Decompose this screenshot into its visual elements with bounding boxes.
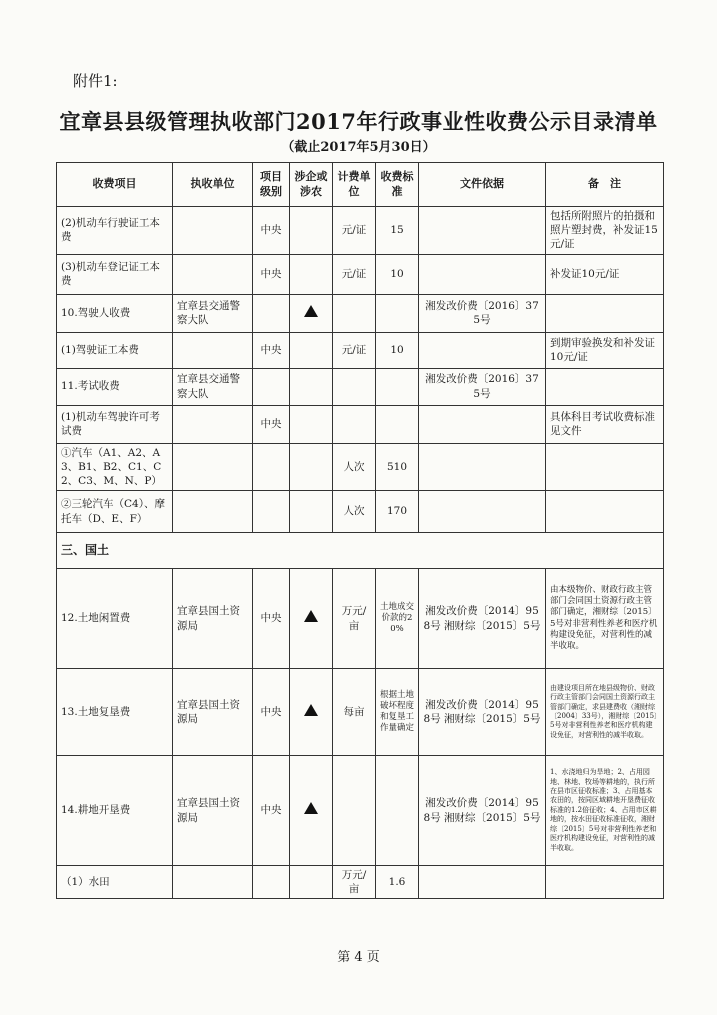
flag-cell (290, 669, 333, 756)
cell-unit (173, 332, 253, 368)
cell-level (253, 866, 290, 899)
cell-std: 根据土地破坏程度和复垦工作量确定 (376, 669, 419, 756)
cell-level: 中央 (253, 669, 290, 756)
cell-note: 1、水浇地归为旱地；2、占用园地、林地、牧场等耕地的，执行所在县市区征收标准；3、占用基本农田的，按同区域耕地开垦费征收标准的1.2倍征收；4、占用市区耕地的，按水田征收标准征收，湘财综〔2015〕5号对非营利性养老和医疗机构建设免征，对营利性的减半收取。 (546, 756, 664, 866)
cell-std: 10 (376, 332, 419, 368)
cell-per: 元/证 (333, 207, 376, 255)
flag-cell (290, 866, 333, 899)
cell-level (253, 368, 290, 405)
cell-per: 每亩 (333, 669, 376, 756)
column-header: 执收单位 (173, 163, 253, 207)
cell-std (376, 368, 419, 405)
flag-cell (290, 294, 333, 332)
table-row (57, 368, 664, 405)
flag-cell (290, 569, 333, 669)
cell-level: 中央 (253, 405, 290, 443)
cell-unit (173, 405, 253, 443)
table-row (57, 207, 664, 255)
cell-level: 中央 (253, 332, 290, 368)
cell-item: 12.土地闲置费 (57, 569, 173, 669)
cell-std: 170 (376, 491, 419, 533)
column-header: 文件依据 (419, 163, 546, 207)
cell-unit (173, 443, 253, 491)
table-row (57, 405, 664, 443)
triangle-icon (304, 305, 318, 317)
cell-note (546, 491, 664, 533)
cell-level (253, 491, 290, 533)
table-row (57, 254, 664, 294)
table-row (57, 569, 664, 669)
cell-std: 15 (376, 207, 419, 255)
cell-doc: 湘发改价费〔2014〕958号 湘财综〔2015〕5号 (419, 669, 546, 756)
cell-level (253, 443, 290, 491)
cell-unit (173, 491, 253, 533)
cell-doc (419, 405, 546, 443)
cell-item: （1）水田 (57, 866, 173, 899)
cell-std (376, 405, 419, 443)
cell-item: ②三轮汽车（C4）、摩托车（D、E、F） (57, 491, 173, 533)
table-row (57, 332, 664, 368)
triangle-icon (304, 802, 318, 814)
table-row (57, 866, 664, 899)
cell-per (333, 368, 376, 405)
triangle-icon (304, 610, 318, 622)
cell-note (546, 368, 664, 405)
cell-doc (419, 443, 546, 491)
cell-note: 补发证10元/证 (546, 254, 664, 294)
cell-note: 具体科目考试收费标准见文件 (546, 405, 664, 443)
cell-level (253, 294, 290, 332)
table-row (57, 669, 664, 756)
attachment-label: 附件1: (73, 72, 118, 90)
cell-note (546, 443, 664, 491)
cell-note (546, 294, 664, 332)
flag-cell (290, 368, 333, 405)
cell-per: 人次 (333, 491, 376, 533)
cell-per (333, 294, 376, 332)
cell-unit: 宜章县国土资源局 (173, 756, 253, 866)
flag-cell (290, 207, 333, 255)
cell-doc: 湘发改价费〔2016〕375号 (419, 294, 546, 332)
cell-doc: 湘发改价费〔2014〕958号 湘财综〔2015〕5号 (419, 756, 546, 866)
cell-per: 元/证 (333, 254, 376, 294)
cell-per (333, 405, 376, 443)
cell-unit (173, 207, 253, 255)
cell-doc (419, 491, 546, 533)
cell-item: 10.驾驶人收费 (57, 294, 173, 332)
flag-cell (290, 756, 333, 866)
cell-note (546, 866, 664, 899)
cell-item: 14.耕地开垦费 (57, 756, 173, 866)
page-number: 第 4 页 (337, 950, 380, 965)
flag-cell (290, 254, 333, 294)
cell-level: 中央 (253, 254, 290, 294)
section-row (57, 533, 664, 569)
cell-item: 11.考试收费 (57, 368, 173, 405)
cell-note: 由本级物价、财政行政主管部门会同国土资源行政主管部门确定，湘财综〔2015〕5号对非营利性养老和医疗机构建设免征，对营利性的减半收取。 (546, 569, 664, 669)
column-header: 收费项目 (57, 163, 173, 207)
cell-std: 1.6 (376, 866, 419, 899)
column-header: 备 注 (546, 163, 664, 207)
cell-item: (1)机动车驾驶许可考试费 (57, 405, 173, 443)
cell-item: 13.土地复垦费 (57, 669, 173, 756)
table-row (57, 443, 664, 491)
cell-item: (3)机动车登记证工本费 (57, 254, 173, 294)
cell-doc (419, 332, 546, 368)
flag-cell (290, 332, 333, 368)
cell-per (333, 756, 376, 866)
cell-unit: 宜章县交通警察大队 (173, 368, 253, 405)
cell-note: 由建设项目所在地县级物价、财政行政主管部门会同国土资源行政主管部门确定，求县建费收（湘财综〔2004〕33号），湘财综〔2015〕5号对非营利性养老和医疗机构建设免征，对营利性的减半收取。 (546, 669, 664, 756)
cell-item: (2)机动车行驶证工本费 (57, 207, 173, 255)
cell-item: (1)驾驶证工本费 (57, 332, 173, 368)
table-row (57, 756, 664, 866)
cell-unit: 宜章县交通警察大队 (173, 294, 253, 332)
cell-per: 人次 (333, 443, 376, 491)
column-header: 涉企或涉农 (290, 163, 333, 207)
flag-cell (290, 405, 333, 443)
table-row (57, 491, 664, 533)
cell-note: 包括所附照片的拍摄和照片塑封费，补发证15元/证 (546, 207, 664, 255)
section-title: 三、国土 (57, 533, 664, 569)
document-title: 宜章县县级管理执收部门2017年行政事业性收费公示目录清单 (59, 109, 658, 134)
table-row (57, 294, 664, 332)
column-header: 收费标准 (376, 163, 419, 207)
cell-std: 土地成交价款的20% (376, 569, 419, 669)
cell-doc: 湘发改价费〔2014〕958号 湘财综〔2015〕5号 (419, 569, 546, 669)
cell-doc (419, 207, 546, 255)
cell-level: 中央 (253, 207, 290, 255)
cell-level: 中央 (253, 756, 290, 866)
cell-std: 510 (376, 443, 419, 491)
cell-per: 元/证 (333, 332, 376, 368)
cell-per: 万元/亩 (333, 866, 376, 899)
cell-unit: 宜章县国土资源局 (173, 569, 253, 669)
cell-unit: 宜章县国土资源局 (173, 669, 253, 756)
table-header-row (57, 163, 664, 207)
cell-item: ①汽车（A1、A2、A3、B1、B2、C1、C2、C3、M、N、P） (57, 443, 173, 491)
cell-note: 到期审验换发和补发证10元/证 (546, 332, 664, 368)
triangle-icon (304, 704, 318, 716)
column-header: 计费单位 (333, 163, 376, 207)
cell-per: 万元/亩 (333, 569, 376, 669)
cell-doc (419, 254, 546, 294)
fee-table (56, 162, 664, 899)
cell-level: 中央 (253, 569, 290, 669)
document-subtitle: （截止2017年5月30日） (281, 140, 436, 155)
cell-doc: 湘发改价费〔2016〕375号 (419, 368, 546, 405)
cell-std (376, 294, 419, 332)
cell-std: 10 (376, 254, 419, 294)
cell-doc (419, 866, 546, 899)
cell-unit (173, 866, 253, 899)
cell-unit (173, 254, 253, 294)
flag-cell (290, 491, 333, 533)
flag-cell (290, 443, 333, 491)
column-header: 项目级别 (253, 163, 290, 207)
cell-std (376, 756, 419, 866)
